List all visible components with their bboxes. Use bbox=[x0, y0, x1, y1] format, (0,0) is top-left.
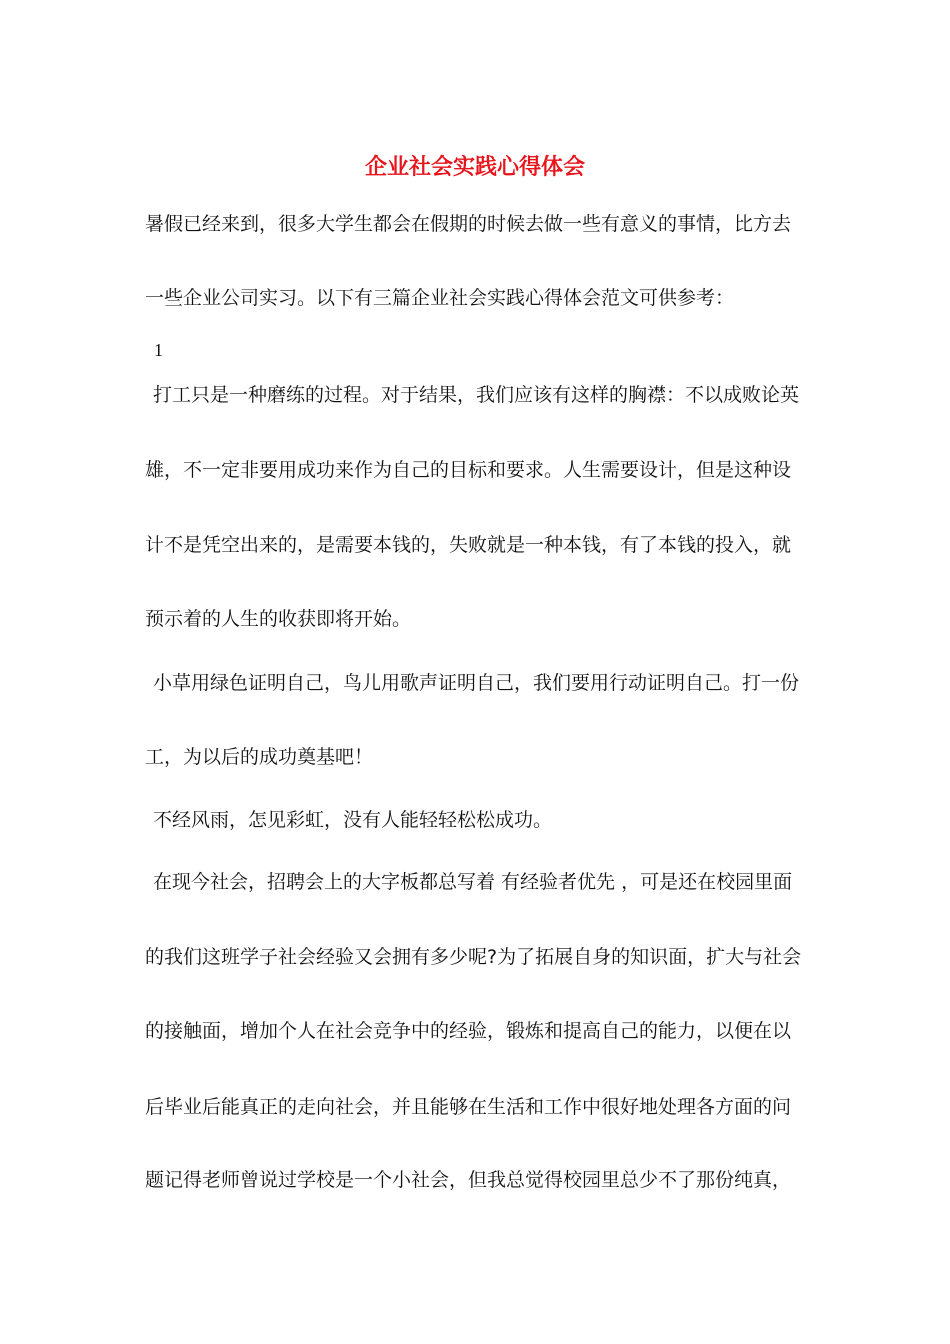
paragraph-1-line-1: 打工只是一种磨练的过程。对于结果，我们应该有这样的胸襟：不以成败论英 bbox=[153, 384, 800, 406]
paragraph-1-line-2: 雄，不一定非要用成功来作为自己的目标和要求。人生需要设计，但是这种设 bbox=[145, 459, 792, 481]
paragraph-4-line-1: 在现今社会，招聘会上的大字板都总写着 有经验者优先 ，可是还在校园里面 bbox=[153, 871, 793, 893]
paragraph-1-line-4: 预示着的人生的收获即将开始。 bbox=[145, 608, 412, 630]
intro-line-2: 一些企业公司实习。以下有三篇企业社会实践心得体会范文可供参考： bbox=[145, 287, 735, 309]
paragraph-4-line-2: 的我们这班学子社会经验又会拥有多少呢?为了拓展自身的知识面，扩大与社会 bbox=[145, 946, 802, 968]
paragraph-4-line-4: 后毕业后能真正的走向社会，并且能够在生活和工作中很好地处理各方面的问 bbox=[145, 1096, 792, 1118]
paragraph-3-line-1: 不经风雨，怎见彩虹，没有人能轻轻松松成功。 bbox=[153, 809, 553, 831]
paragraph-1-line-3: 计不是凭空出来的，是需要本钱的，失败就是一种本钱，有了本钱的投入，就 bbox=[145, 534, 792, 556]
paragraph-2-line-1: 小草用绿色证明自己，鸟儿用歌声证明自己，我们要用行动证明自己。打一份 bbox=[153, 672, 800, 694]
paragraph-4-line-3: 的接触面，增加个人在社会竞争中的经验，锻炼和提高自己的能力，以便在以 bbox=[145, 1020, 792, 1042]
section-number: 1 bbox=[154, 340, 163, 360]
intro-line-1: 暑假已经来到，很多大学生都会在假期的时候去做一些有意义的事情，比方去 bbox=[145, 213, 792, 235]
paragraph-4-line-5: 题记得老师曾说过学校是一个小社会，但我总觉得校园里总少不了那份纯真， bbox=[145, 1169, 792, 1191]
paragraph-2-line-2: 工，为以后的成功奠基吧！ bbox=[145, 746, 374, 768]
document-title: 企业社会实践心得体会 bbox=[364, 154, 585, 180]
